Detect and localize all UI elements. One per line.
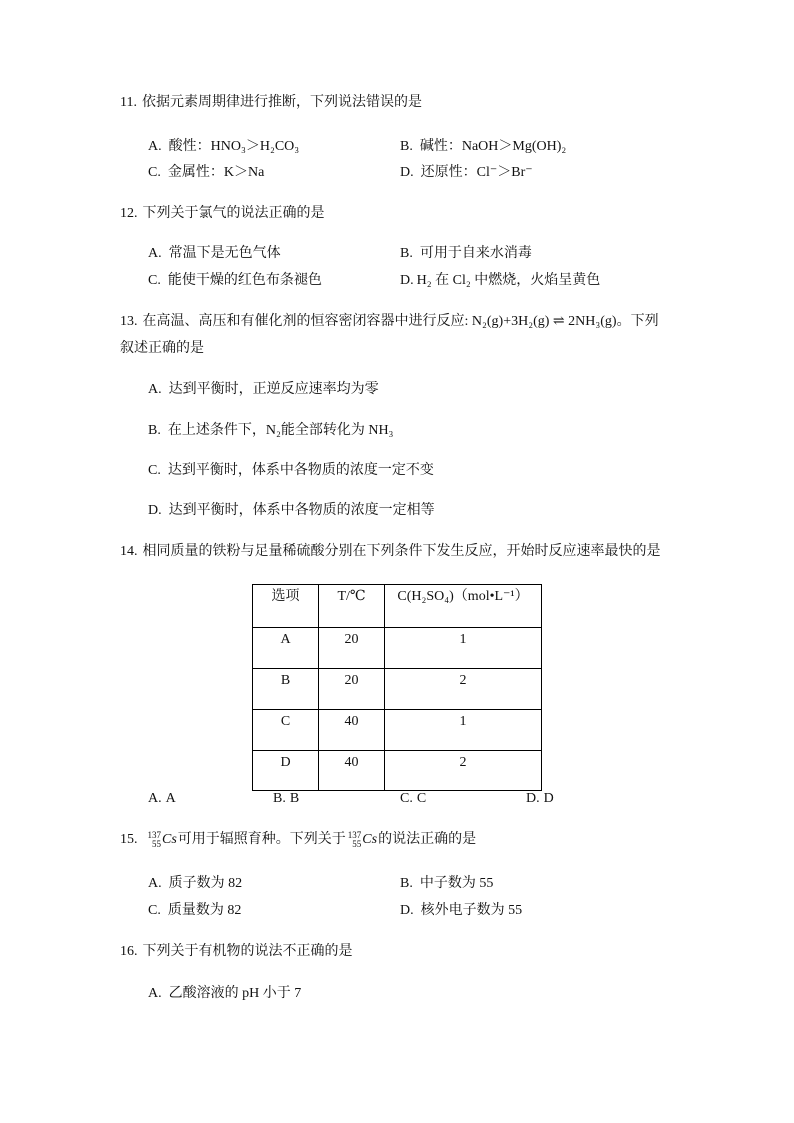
atomic-number: 55 [152, 839, 161, 849]
table-cell: 40 [319, 710, 385, 751]
question-15-stem [120, 830, 476, 850]
option-text: 在上述条件下，N₂能全部转化为 NH₃ [167, 423, 394, 438]
table-cell: C [253, 710, 319, 751]
option-label: B. [400, 139, 413, 154]
option-label: D. [400, 165, 414, 180]
question-11-option-a [148, 137, 299, 157]
table-cell: 20 [319, 628, 385, 669]
option-text: B [289, 791, 300, 806]
question-number: 12. [120, 206, 138, 221]
option-text: 核外电子数为 55 [420, 903, 523, 918]
option-label: A. [148, 246, 162, 261]
question-13-option-b [148, 421, 393, 441]
question-13-option-c [148, 461, 434, 481]
table-row [253, 669, 542, 710]
question-12-option-a [148, 244, 281, 264]
option-label: C. [400, 791, 413, 806]
question-14-stem [120, 542, 661, 562]
question-number: 13. [120, 314, 138, 329]
question-14-option-b [273, 789, 299, 809]
option-text: 常温下是无色气体 [168, 246, 281, 261]
conditions-table [252, 584, 542, 791]
question-number: 16. [120, 944, 138, 959]
option-text: C [416, 791, 427, 806]
option-label: B. [400, 876, 413, 891]
option-text: 还原性：Cl⁻＞Br⁻ [420, 165, 533, 180]
question-12-stem [120, 204, 325, 224]
cesium-nuclide-symbol [348, 830, 377, 850]
option-text: D [543, 791, 554, 806]
question-11-option-d [400, 163, 533, 183]
question-text: 的说法正确的是 [378, 832, 477, 848]
table-cell: 20 [319, 669, 385, 710]
table-header-cell: C(H₂SO₄)（mol•L⁻¹） [385, 585, 542, 628]
question-text: 叙述正确的是 [120, 341, 204, 356]
option-label: D. [400, 903, 414, 918]
table-header-cell: T/℃ [319, 585, 385, 628]
table-row [253, 628, 542, 669]
question-11-stem [120, 93, 422, 113]
option-label: B. [400, 246, 413, 261]
cesium-nuclide-symbol [148, 830, 177, 850]
question-15-option-c [148, 901, 241, 921]
question-14-option-c [400, 789, 426, 809]
table-cell: 2 [385, 751, 542, 791]
question-13-option-d [148, 501, 435, 521]
question-13-stem-line-2 [120, 339, 204, 359]
option-text: H₂ 在 Cl₂ 中燃烧，火焰呈黄色 [416, 273, 601, 288]
question-text: 在高温、高压和有催化剂的恒容密闭容器中进行反应: N₂(g)+3H₂(g) ⇌ 2NH₃(g)。下列 [142, 314, 659, 329]
element-symbol: Cs [162, 832, 177, 847]
table-cell: A [253, 628, 319, 669]
option-text: 金属性：K＞Na [167, 165, 265, 180]
table-header-row [253, 585, 542, 628]
option-text: 碱性：NaOH＞Mg(OH)₂ [419, 139, 567, 154]
table-header-cell: 选项 [253, 585, 319, 628]
question-text: 依据元素周期律进行推断，下列说法错误的是 [141, 95, 422, 110]
question-12-option-c [148, 271, 322, 291]
question-text: 下列关于氯气的说法正确的是 [142, 206, 325, 221]
question-number: 11. [120, 95, 137, 110]
option-label: B. [273, 791, 286, 806]
question-14-option-a [148, 789, 176, 809]
option-text: 达到平衡时，体系中各物质的浓度一定相等 [168, 503, 435, 518]
question-12-option-b [400, 244, 532, 264]
option-label: C. [148, 273, 161, 288]
option-label: A. [148, 876, 162, 891]
option-label: B. [148, 423, 161, 438]
mass-number: 137 [147, 830, 161, 840]
option-text: 达到平衡时，正逆反应速率均为零 [168, 382, 379, 397]
table-cell: 1 [385, 710, 542, 751]
table-cell: 40 [319, 751, 385, 791]
option-label: C. [148, 165, 161, 180]
option-label: C. [148, 463, 161, 478]
question-13-option-a [148, 380, 379, 400]
element-symbol: Cs [362, 832, 378, 847]
table-cell: 1 [385, 628, 542, 669]
question-text: 相同质量的铁粉与足量稀硫酸分别在下列条件下发生反应，开始时反应速率最快的是 [142, 544, 661, 559]
question-16-option-a [148, 984, 301, 1004]
question-14-option-d [526, 789, 554, 809]
option-text: 达到平衡时，体系中各物质的浓度一定不变 [167, 463, 434, 478]
option-text: 能使干燥的红色布条褪色 [167, 273, 322, 288]
option-label: D. [526, 791, 540, 806]
question-number: 14. [120, 544, 138, 559]
mass-number: 137 [347, 830, 362, 840]
question-15-option-b [400, 874, 493, 894]
option-label: C. [148, 903, 161, 918]
question-text: 可用于辐照育种。下列关于 [177, 832, 346, 848]
table-cell: D [253, 751, 319, 791]
option-text: 质子数为 82 [168, 876, 243, 891]
option-label: A. [148, 791, 162, 806]
option-label: D. [148, 503, 162, 518]
option-label: A. [148, 139, 162, 154]
table-row [253, 751, 542, 791]
question-13-stem-line-1 [120, 312, 659, 332]
table-row [253, 710, 542, 751]
question-15-option-d [400, 901, 522, 921]
option-text: 质量数为 82 [167, 903, 242, 918]
option-text: 酸性：HNO₃＞H₂CO₃ [168, 139, 300, 154]
question-text: 下列关于有机物的说法不正确的是 [142, 944, 353, 959]
question-11-option-c [148, 163, 264, 183]
question-15-option-a [148, 874, 242, 894]
question-number: 15. [120, 832, 138, 848]
option-text: A [165, 791, 176, 806]
option-label: D. [400, 273, 414, 288]
atomic-number: 55 [352, 839, 362, 849]
question-11-option-b [400, 137, 566, 157]
option-text: 乙酸溶液的 pH 小于 7 [168, 986, 302, 1001]
option-text: 可用于自来水消毒 [419, 246, 532, 261]
table-cell: 2 [385, 669, 542, 710]
table-cell: B [253, 669, 319, 710]
question-16-stem [120, 942, 353, 962]
question-12-option-d [400, 271, 600, 291]
option-label: A. [148, 382, 162, 397]
option-text: 中子数为 55 [419, 876, 494, 891]
option-label: A. [148, 986, 162, 1001]
